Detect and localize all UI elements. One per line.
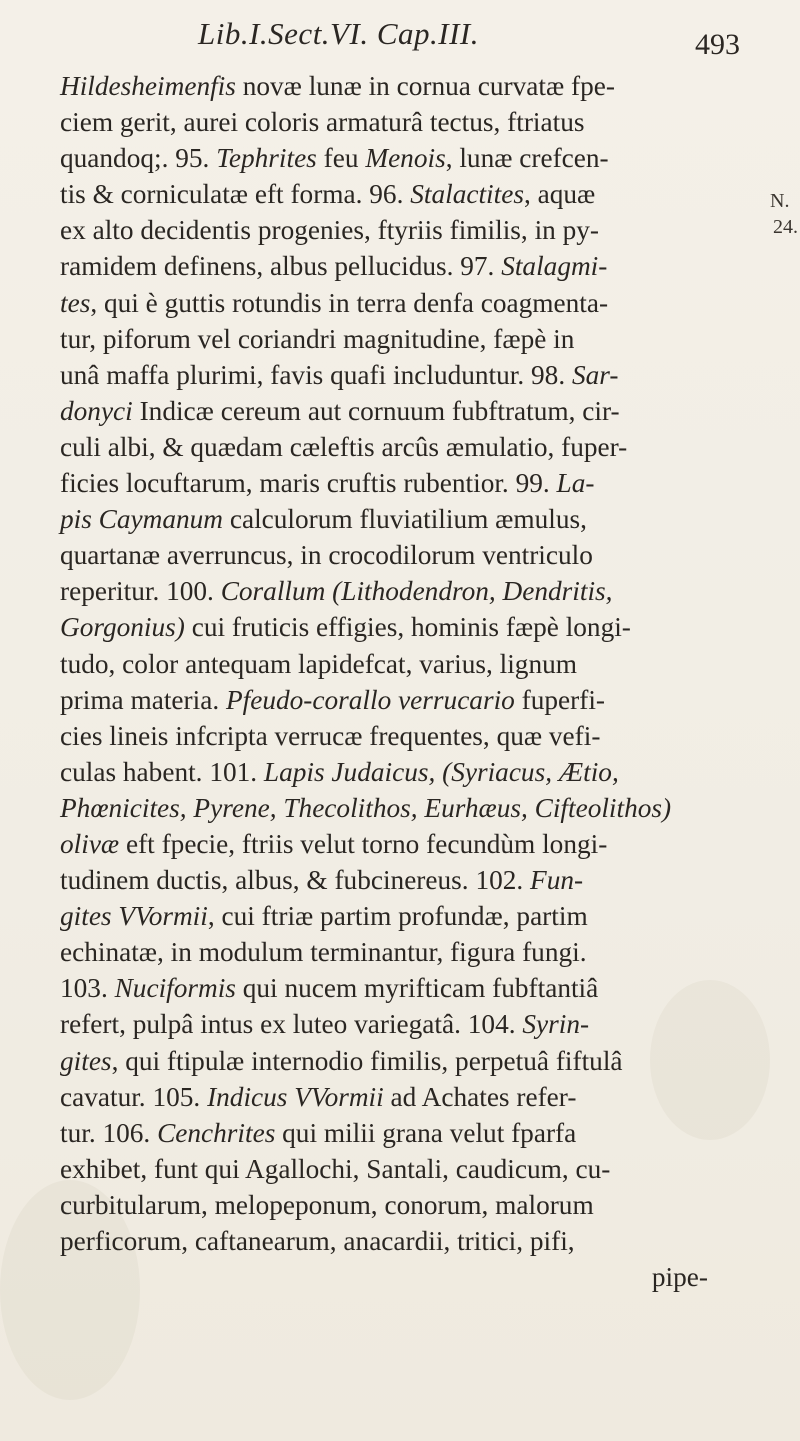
page-number: 493 (695, 28, 740, 61)
text-segment: ficies locuftarum, maris cruftis rubentior. 99. (60, 468, 557, 499)
text-line (60, 1006, 720, 1042)
text-segment: reperitur. 100. (60, 576, 221, 607)
text-segment: qui nucem myrifticam fubftantiâ (235, 973, 599, 1004)
running-head: Lib.I.Sect.VI. Cap.III. (198, 16, 479, 51)
italic-term: donyci (60, 395, 133, 426)
text-segment: Indicæ cereum aut cornuum fubftratum, cir- (132, 395, 620, 426)
text-line (60, 68, 720, 104)
italic-term: gites VVormii (60, 901, 208, 932)
text-segment: prima materia. (60, 684, 226, 715)
text-segment: tur, piforum vel coriandri magnitudine, fæpè in (60, 323, 575, 354)
text-segment: calculorum fluviatilium æmulus, (223, 504, 587, 535)
text-segment: culi albi, & quædam cæleftis arcûs æmulatio, fuper- (60, 431, 628, 462)
italic-term: olivæ (60, 828, 120, 859)
page-header (40, 6, 740, 62)
text-segment: curbitularum, melopeponum, conorum, malorum (60, 1189, 594, 1220)
text-segment: echinatæ, in modulum terminantur, figura fungi. (60, 937, 587, 968)
text-segment: , qui è guttis rotundis in terra denfa coagmenta- (90, 287, 609, 318)
text-segment: ciem gerit, aurei coloris armaturâ tectus, ftriatus (60, 107, 585, 138)
italic-term: Stalagmi- (501, 251, 608, 282)
text-segment: ex alto decidentis progenies, ftyriis fimilis, in py- (60, 215, 600, 246)
italic-term: Sar- (571, 359, 619, 390)
text-segment: qui milii grana velut fparfa (275, 1117, 577, 1148)
italic-term: Cenchrites (157, 1117, 276, 1148)
text-segment: 103. (60, 973, 115, 1004)
italic-term: Indicus VVormii (207, 1081, 384, 1112)
text-line (60, 465, 720, 501)
text-segment: tudinem ductis, albus, & fubcinereus. 102. (60, 865, 531, 896)
text-line (60, 646, 720, 682)
text-line (60, 501, 720, 537)
margin-note-n: N. (770, 190, 790, 212)
text-line (60, 1043, 720, 1079)
text-segment: refert, pulpâ intus ex luteo variegatâ. 104. (60, 1009, 523, 1040)
text-segment: feu (316, 143, 366, 174)
text-line (60, 321, 720, 357)
text-line (60, 212, 720, 248)
text-segment: tur. 106. (60, 1117, 158, 1148)
text-segment: novæ lunæ in cornua curvatæ fpe- (235, 71, 615, 101)
italic-term: tes (60, 287, 91, 318)
text-segment: perficorum, caftanearum, anacardii, tritici, pifi, (60, 1226, 575, 1256)
text-segment: unâ maffa plurimi, favis quafi includuntur. 98. (60, 359, 572, 390)
text-line (60, 248, 720, 284)
text-line (60, 609, 720, 645)
italic-term: Fun- (530, 865, 584, 896)
text-line (60, 1151, 720, 1187)
text-line (60, 393, 720, 429)
text-line (60, 176, 720, 212)
text-line (60, 970, 720, 1006)
italic-term: pis Caymanum (60, 504, 224, 535)
italic-term: Stalactites (410, 179, 524, 210)
text-line (60, 790, 720, 826)
italic-term: Corallum (Lithodendron, Dendritis, (220, 576, 613, 607)
text-line (60, 826, 720, 862)
text-line (60, 1079, 720, 1115)
text-line (60, 357, 720, 393)
text-line (60, 1223, 720, 1259)
text-line (60, 898, 720, 934)
text-segment: quandoq;. 95. (60, 143, 217, 174)
italic-term: gites (60, 1045, 112, 1076)
text-segment: tudo, color antequam lapidefcat, varius, lignum (60, 648, 577, 679)
text-segment: tis & corniculatæ eft forma. 96. (60, 179, 411, 210)
margin-note-24: 24. (773, 216, 798, 238)
italic-term: Tephrites (216, 143, 317, 174)
text-line (60, 1115, 720, 1151)
text-segment: ad Achates refer- (383, 1081, 577, 1112)
italic-term: La- (556, 468, 595, 499)
text-segment: cui fruticis effigies, hominis fæpè longi- (184, 612, 631, 643)
text-segment: quartanæ averruncus, in crocodilorum ventriculo (60, 540, 593, 571)
text-line (60, 862, 720, 898)
italic-term: Nuciformis (114, 973, 236, 1004)
italic-term: Hildesheimenfis (60, 71, 236, 101)
text-segment: , cui ftriæ partim profundæ, partim (207, 901, 588, 932)
text-segment: eft fpecie, ftriis velut torno fecundùm longi- (119, 828, 608, 859)
italic-term: Lapis Judaicus, (Syriacus, Ætio, (263, 756, 619, 787)
text-line (60, 934, 720, 970)
text-line (60, 1187, 720, 1223)
text-segment: fuperfi- (514, 684, 606, 715)
text-segment: , qui ftipulæ internodio fimilis, perpetuâ fiftulâ (111, 1045, 623, 1076)
text-line (60, 285, 720, 321)
text-segment: cies lineis infcripta verrucæ frequentes, quæ vefi- (60, 720, 601, 751)
text-line (60, 682, 720, 718)
text-segment: culas habent. 101. (60, 756, 264, 787)
italic-term: Syrin- (522, 1009, 590, 1040)
text-line (60, 754, 720, 790)
text-segment: cavatur. 105. (60, 1081, 208, 1112)
text-segment: ramidem definens, albus pellucidus. 97. (60, 251, 502, 282)
catchword: pipe- (651, 1262, 708, 1293)
text-line (60, 429, 720, 465)
text-line (60, 140, 720, 176)
italic-term: Phœnicites, Pyrene, Thecolithos, Eurhæus, Cifteolithos) (60, 792, 672, 823)
italic-term: Gorgonius) (60, 612, 185, 643)
text-segment: , aquæ (523, 179, 596, 210)
italic-term: Pfeudo-corallo verrucario (225, 684, 515, 715)
text-line (60, 573, 720, 609)
body-text (60, 68, 720, 1295)
text-line (60, 537, 720, 573)
italic-term: Menois (365, 143, 446, 174)
text-segment: , lunæ crefcen- (445, 143, 609, 174)
text-segment: exhibet, funt qui Agallochi, Santali, caudicum, cu- (60, 1153, 611, 1184)
text-line (60, 718, 720, 754)
text-line (60, 104, 720, 140)
